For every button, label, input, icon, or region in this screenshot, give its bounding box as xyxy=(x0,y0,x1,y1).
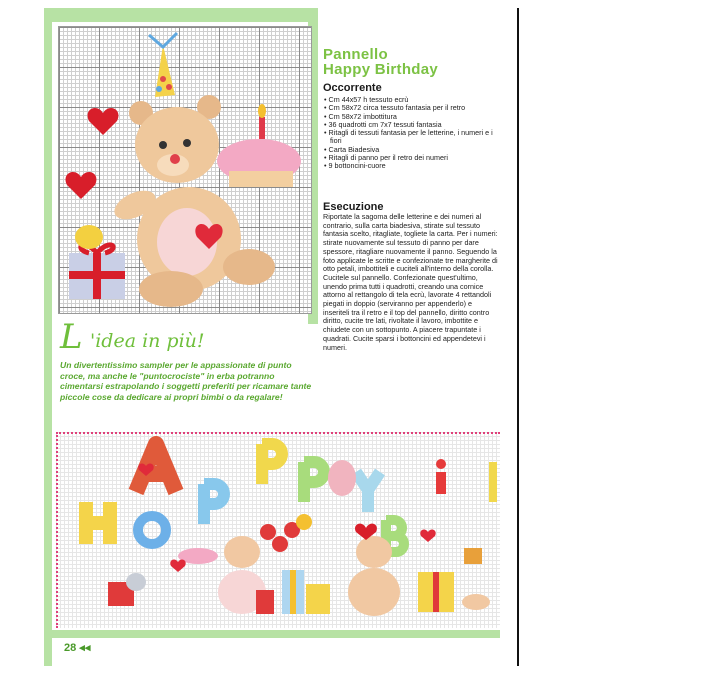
article-title xyxy=(323,47,503,77)
execution-text: Riportate la sagoma delle letterine e dei numeri al contrario, sulla carta biadesiva, stirate sul tessuto fantasia scelto, ritagliate, togliete la carta. Per i numeri: stirate nuovamente sul tessuto di panno per dare spessore, ritagliare nuovamente il panno. Seguendo la foto applicate le scritte e confezionate tre margherite di otto petali, imbottiteli e cuciteli all'interno della corolla. Cucitele sul pannello. Confezionate quest'ultimo, unendo prima tutti i quadrotti, creando una cornice attorno al rettangolo di tela ecrù, lavorate 4 rettandoli piegati in doppio (serviranno per appenderlo) e inseriteli tra il retro e il top del pannello, diritto contro diritto, cucite tre lati, rivoltate il lavoro, imbottite e chiudete con un sottopunto. A piacere trapuntate i quadrati. Cucite sparsi i bottoncini ed appendetevi i numeri. xyxy=(323,212,498,352)
list-item: • 36 quadrotti cm 7x7 tessuti fantasia xyxy=(323,121,493,129)
bear-nose xyxy=(170,154,180,164)
cake-candle xyxy=(259,117,265,139)
list-item: • Cm 58x72 circa tessuto fantasia per il retro xyxy=(323,104,493,112)
list-item: • Cm 58x72 imbottitura xyxy=(323,113,493,121)
title-line-1: Pannello xyxy=(323,46,388,63)
page-number: 28 ◂◂ xyxy=(64,642,91,654)
cross-stitch-chart-bear xyxy=(58,26,312,314)
materials-heading: Occorrente xyxy=(323,82,382,94)
materials-list xyxy=(323,96,493,171)
list-item: • Carta Biadesiva xyxy=(323,146,493,154)
title-line-2: Happy Birthday xyxy=(323,61,439,78)
bear-leg-right xyxy=(223,249,275,285)
page-frame-top xyxy=(44,8,317,22)
page-frame-left xyxy=(44,8,52,666)
bear-leg-left xyxy=(139,271,203,307)
heart-middle xyxy=(66,172,97,199)
list-item: • Ritagli di tessuti fantasia per le letterine, i numeri e i fiori xyxy=(323,129,493,146)
page-frame-bottom xyxy=(44,630,500,638)
list-item: • Ritagli di panno per il retro dei numeri xyxy=(323,154,493,162)
execution-heading: Esecuzione xyxy=(323,201,384,213)
idea-heading: 'idea in più! xyxy=(90,330,205,352)
chart-dotted-border xyxy=(56,432,500,628)
idea-initial: L xyxy=(60,317,83,357)
list-item: • Cm 44x57 h tessuto ecrù xyxy=(323,96,493,104)
list-item: • 9 bottoncini-cuore xyxy=(323,162,493,170)
idea-text: Un divertentissimo sampler per le appassionate di punto croce, ma anche le "puntocrociste" in erba potranno cimentarsi estrapolando i soggetti preferiti per ricamare tante piccole cose da dedicare ai propri bimbi o da regalare! xyxy=(60,360,312,402)
hat-ribbon xyxy=(149,33,177,47)
heart-top xyxy=(88,108,119,135)
bear-chart-illustration xyxy=(59,27,311,313)
